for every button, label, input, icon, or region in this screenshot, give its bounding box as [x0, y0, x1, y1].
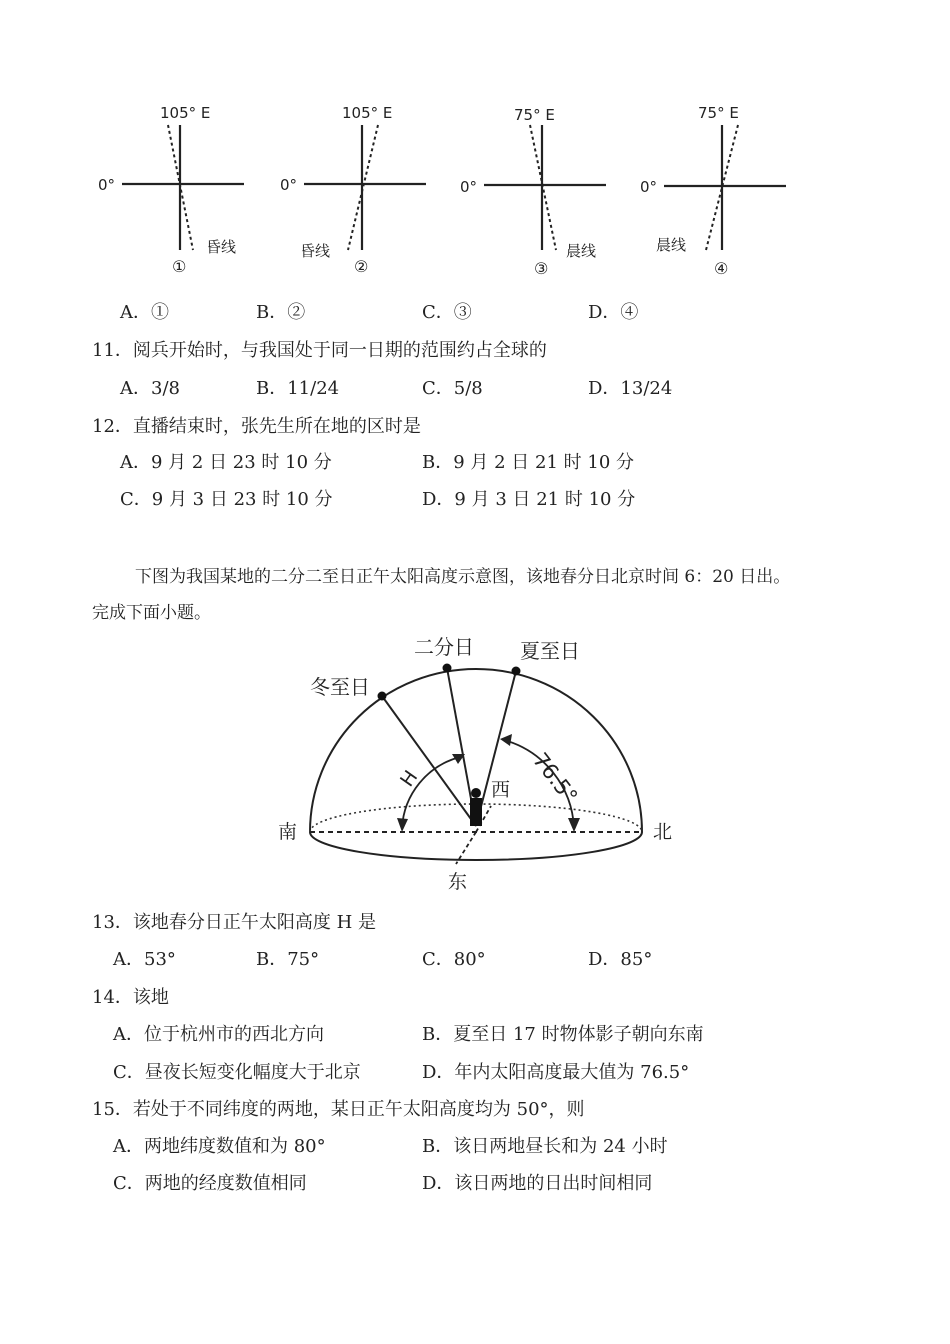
meridian-label-1: 105° E — [160, 104, 211, 122]
q10-option-c[interactable]: C．③ — [422, 302, 472, 323]
summer-solstice-label: 夏至日 — [520, 639, 580, 663]
angle-76-label: 76.5° — [528, 748, 583, 809]
intro-line-1: 下图为我国某地的二分二至日正午太阳高度示意图，该地春分日北京时间 6：20 日出。 — [135, 567, 791, 587]
winter-sun-dot — [378, 692, 387, 701]
winter-solstice-label: 冬至日 — [310, 675, 370, 699]
line-label-2: 昏线 — [300, 242, 331, 260]
q12-stem: 12．直播结束时，张先生所在地的区时是 — [92, 416, 421, 437]
north-label: 北 — [653, 821, 673, 843]
east-label: 东 — [448, 871, 468, 893]
q11-option-a[interactable]: A．3/8 — [120, 378, 180, 399]
q15-option-a[interactable]: A．两地纬度数值和为 80° — [113, 1136, 326, 1157]
q14-option-b[interactable]: B．夏至日 17 时物体影子朝向东南 — [422, 1024, 704, 1045]
intro-line-2: 完成下面小题。 — [92, 603, 211, 623]
equator-label-4: 0° — [640, 178, 658, 196]
line-label-1: 昏线 — [206, 238, 237, 256]
q13-option-d[interactable]: D．85° — [588, 949, 653, 970]
index-label-3: ③ — [534, 259, 549, 278]
equator-label-3: 0° — [460, 178, 478, 196]
q15-option-c[interactable]: C．两地的经度数值相同 — [113, 1173, 307, 1194]
q10-option-b[interactable]: B．② — [256, 302, 306, 323]
south-label: 南 — [278, 821, 298, 843]
summer-sun-dot — [512, 667, 521, 676]
q14-option-c[interactable]: C．昼夜长短变化幅度大于北京 — [113, 1062, 361, 1083]
equator-label-2: 0° — [280, 176, 298, 194]
index-label-2: ② — [354, 257, 369, 276]
q12-option-b[interactable]: B．9 月 2 日 21 时 10 分 — [422, 452, 634, 473]
q14-option-a[interactable]: A．位于杭州市的西北方向 — [113, 1024, 324, 1045]
index-label-4: ④ — [714, 259, 729, 278]
equator-label-1: 0° — [98, 176, 116, 194]
q11-option-c[interactable]: C．5/8 — [422, 378, 483, 399]
q11-option-b[interactable]: B．11/24 — [256, 378, 340, 399]
winter-ray — [382, 696, 476, 826]
q12-option-c[interactable]: C．9 月 3 日 23 时 10 分 — [120, 489, 333, 510]
q11-stem: 11．阅兵开始时，与我国处于同一日期的范围约占全球的 — [92, 340, 547, 361]
q11-option-d[interactable]: D．13/24 — [588, 378, 673, 399]
q10-option-d[interactable]: D．④ — [588, 302, 639, 323]
observer-figure — [470, 798, 482, 826]
h-label: H — [396, 766, 423, 791]
q15-option-b[interactable]: B．该日两地昼长和为 24 小时 — [422, 1136, 668, 1157]
line-label-4: 晨线 — [656, 236, 687, 254]
q12-option-d[interactable]: D．9 月 3 日 21 时 10 分 — [422, 489, 636, 510]
q15-option-d[interactable]: D．该日两地的日出时间相同 — [422, 1173, 653, 1194]
line-label-3: 晨线 — [566, 242, 597, 260]
equinox-label: 二分日 — [414, 635, 474, 659]
horizon-front — [310, 832, 642, 860]
q13-stem: 13．该地春分日正午太阳高度 H 是 — [92, 912, 377, 933]
q12-option-a[interactable]: A．9 月 2 日 23 时 10 分 — [120, 452, 332, 473]
index-label-1: ① — [172, 257, 187, 276]
q13-option-a[interactable]: A．53° — [113, 949, 176, 970]
west-label: 西 — [491, 779, 511, 801]
meridian-label-3: 75° E — [514, 106, 555, 124]
q10-option-a[interactable]: A．① — [120, 302, 169, 323]
q14-option-d[interactable]: D．年内太阳高度最大值为 76.5° — [422, 1062, 690, 1083]
equinox-sun-dot — [443, 664, 452, 673]
q15-stem: 15．若处于不同纬度的两地，某日正午太阳高度均为 50°，则 — [92, 1099, 585, 1120]
q13-option-c[interactable]: C．80° — [422, 949, 486, 970]
q13-option-b[interactable]: B．75° — [256, 949, 320, 970]
meridian-label-4: 75° E — [698, 104, 739, 122]
q14-stem: 14．该地 — [92, 987, 169, 1008]
meridian-label-2: 105° E — [342, 104, 393, 122]
